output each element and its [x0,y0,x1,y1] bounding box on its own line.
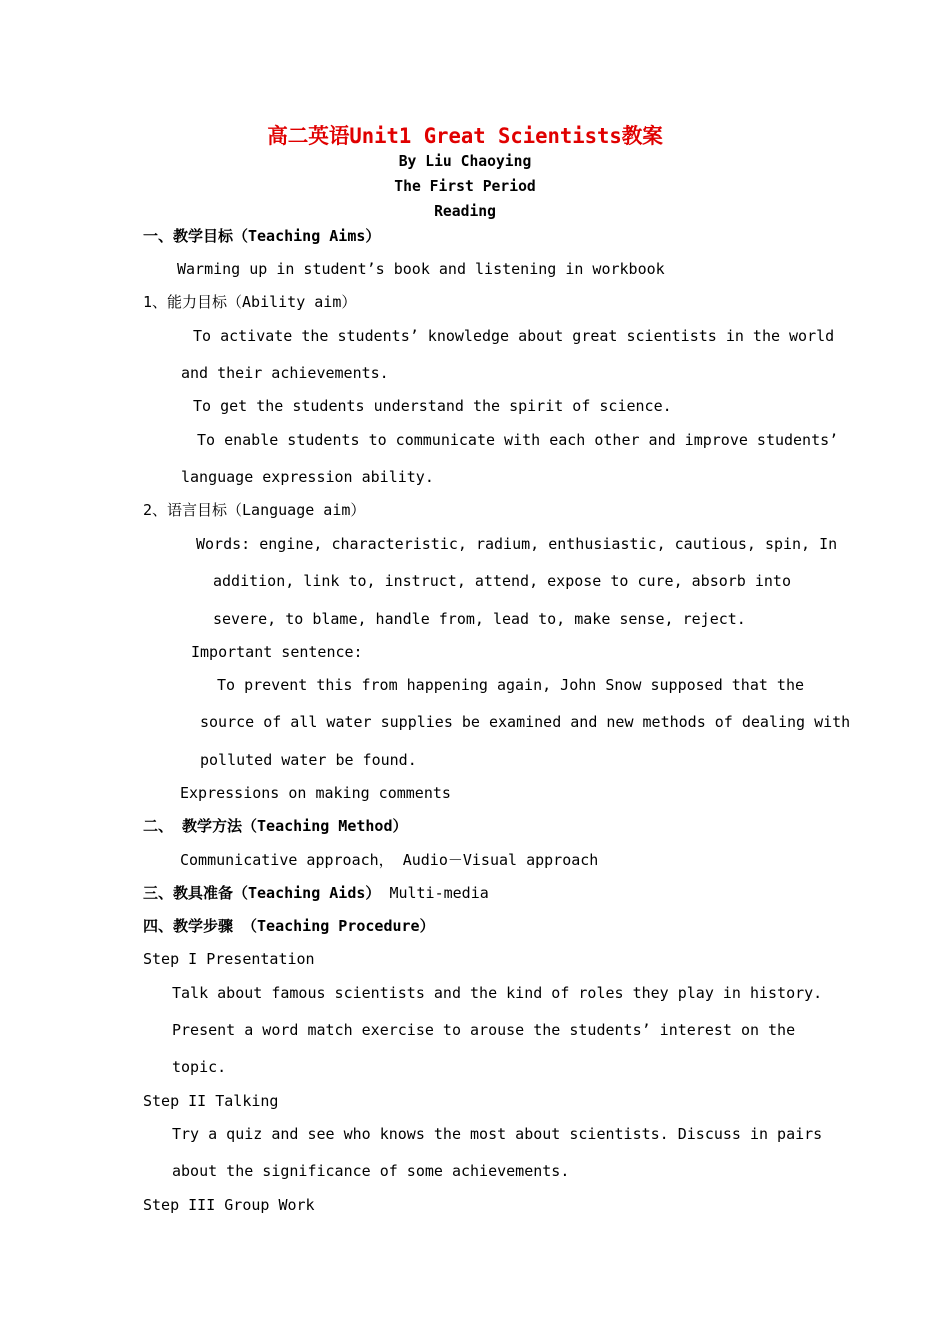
ability-line-1: To activate the students’ knowledge about great scientists in the world [193,327,835,345]
step-1-line-2: Present a word match exercise to arouse the students’ interest on the [172,1021,796,1039]
author-line: By Liu Chaoying [398,152,532,170]
step-2-line-2: about the significance of some achievements. [172,1162,570,1180]
words-line-2: addition, link to, instruct, attend, expose to cure, absorb into [213,572,791,590]
step-2-line-1: Try a quiz and see who knows the most about scientists. Discuss in pairs [172,1125,823,1143]
teaching-aids-line [143,883,489,903]
lesson-line: Reading [434,202,496,220]
ability-aim-heading: 1、能力目标（Ability aim） [143,293,357,311]
words-line-3: severe, to blame, handle from, lead to, make sense, reject. [213,610,746,628]
ability-line-3: To get the students understand the spirit of science. [193,397,672,415]
step-2-title: Step II Talking [143,1092,279,1110]
ability-line-4: To enable students to communicate with each other and improve students’ [197,431,839,449]
step-3-title: Step III Group Work [143,1196,315,1214]
sentence-line-3: polluted water be found. [200,751,417,769]
step-1-line-3: topic. [172,1058,227,1076]
words-line-1: Words: engine, characteristic, radium, enthusiastic, cautious, spin, In [196,535,838,553]
teaching-method-text: Communicative approach， Audio－Visual approach [180,851,599,869]
period-line: The First Period [394,177,536,195]
language-aim-heading: 2、语言目标（Language aim） [143,501,366,519]
aims-intro: Warming up in student’s book and listening in workbook [177,260,665,278]
teaching-method-heading: 二、 教学方法（Teaching Method） [143,817,408,835]
sentence-line-2: source of all water supplies be examined and new methods of dealing with [200,713,851,731]
ability-line-2: and their achievements. [181,364,389,382]
teaching-aims-heading: 一、教学目标（Teaching Aims） [143,227,381,245]
important-sentence-label: Important sentence: [191,643,363,661]
step-1-line-1: Talk about famous scientists and the kind of roles they play in history. [172,984,823,1002]
teaching-aids-heading: 三、教具准备（Teaching Aids） [143,884,381,902]
sentence-line-1: To prevent this from happening again, John Snow supposed that the [217,676,804,694]
ability-line-5: language expression ability. [181,468,434,486]
step-1-title: Step I Presentation [143,950,315,968]
document-title: 高二英语Unit1 Great Scientists教案 [267,124,663,148]
teaching-procedure-heading: 四、教学步骤 （Teaching Procedure） [143,917,435,935]
teaching-aids-text: Multi-media [389,884,489,902]
expressions-line: Expressions on making comments [180,784,451,802]
